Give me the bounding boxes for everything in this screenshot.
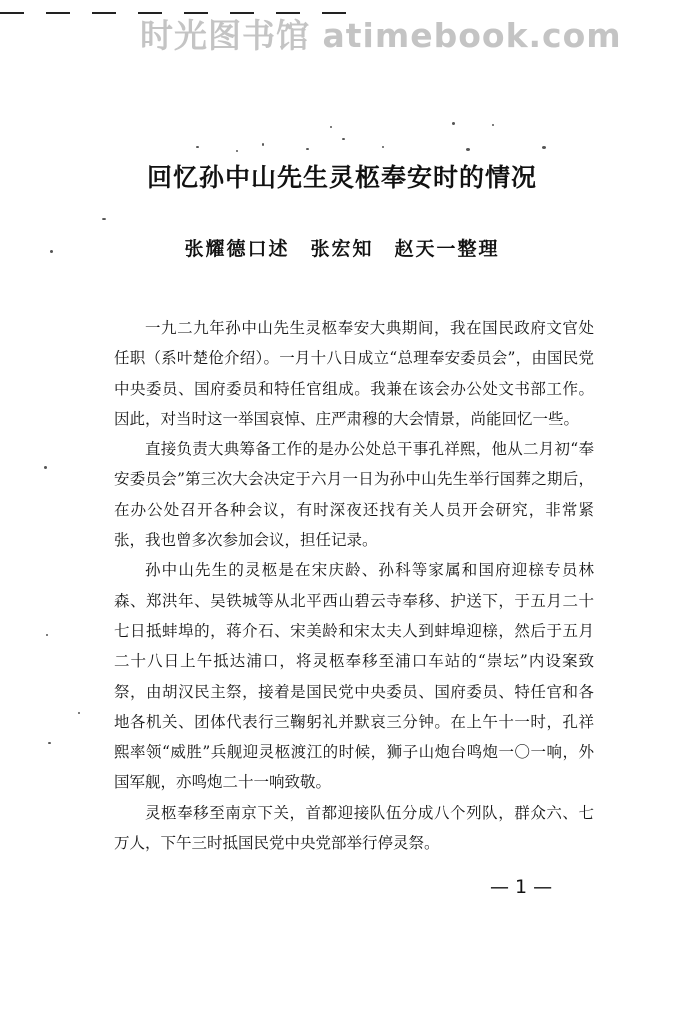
edge-dash bbox=[0, 12, 24, 14]
paragraph-3: 孙中山先生的灵柩是在宋庆龄、孙科等家属和国府迎榇专员林森、郑洪年、吴铁城等从北平西山碧云寺奉移、护送下，于五月二十七日抵蚌埠的，蒋介石、宋美龄和宋太夫人到蚌埠迎榇，然后于五月二十八日上午抵达浦口，将灵柩奉移至浦口车站的“崇坛”内设案致祭，由胡汉民主祭，接着是国民党中央委员、国府委员、特任官和各地各机关、团体代表行三鞠躬礼并默哀三分钟。在上午十一时，孔祥熙率领“威胜”兵舰迎灵柩渡江的时候，狮子山炮台鸣炮一〇一响，外国军舰，亦鸣炮二十一响致敬。 bbox=[114, 561, 594, 792]
paragraph-1: 一九二九年孙中山先生灵柩奉安大典期间，我在国民政府文官处任职（系叶楚伧介绍）。一月十八日成立“总理奉安委员会”，由国民党中央委员、国府委员和特任官组成。我兼在该会办公处文书部工作。因此，对当时这一举国哀悼、庄严肃穆的大会情景，尚能回忆一些。 bbox=[114, 319, 594, 428]
paragraph-4: 灵柩奉移至南京下关，首都迎接队伍分成八个列队，群众六、七万人，下午三时抵国民党中央党部举行停灵祭。 bbox=[114, 803, 594, 853]
page-number: — 1 — bbox=[490, 876, 553, 898]
edge-dash bbox=[92, 12, 116, 14]
article-title: 回忆孙中山先生灵柩奉安时的情况 bbox=[146, 163, 537, 192]
article-body bbox=[114, 313, 594, 858]
article-authors: 张耀德口述 张宏知 赵天一整理 bbox=[184, 238, 500, 260]
paragraph-2: 直接负责大典筹备工作的是办公处总干事孔祥熙，他从二月初“奉安委员会”第三次大会决定于六月一日为孙中山先生举行国葬之期后，在办公处召开各种会议，有时深夜还找有关人员开会研究，非常紧张，我也曾多次参加会议，担任记录。 bbox=[114, 440, 594, 550]
watermark: 时光图书馆 atimebook.com bbox=[140, 16, 622, 55]
edge-dash bbox=[46, 12, 70, 14]
